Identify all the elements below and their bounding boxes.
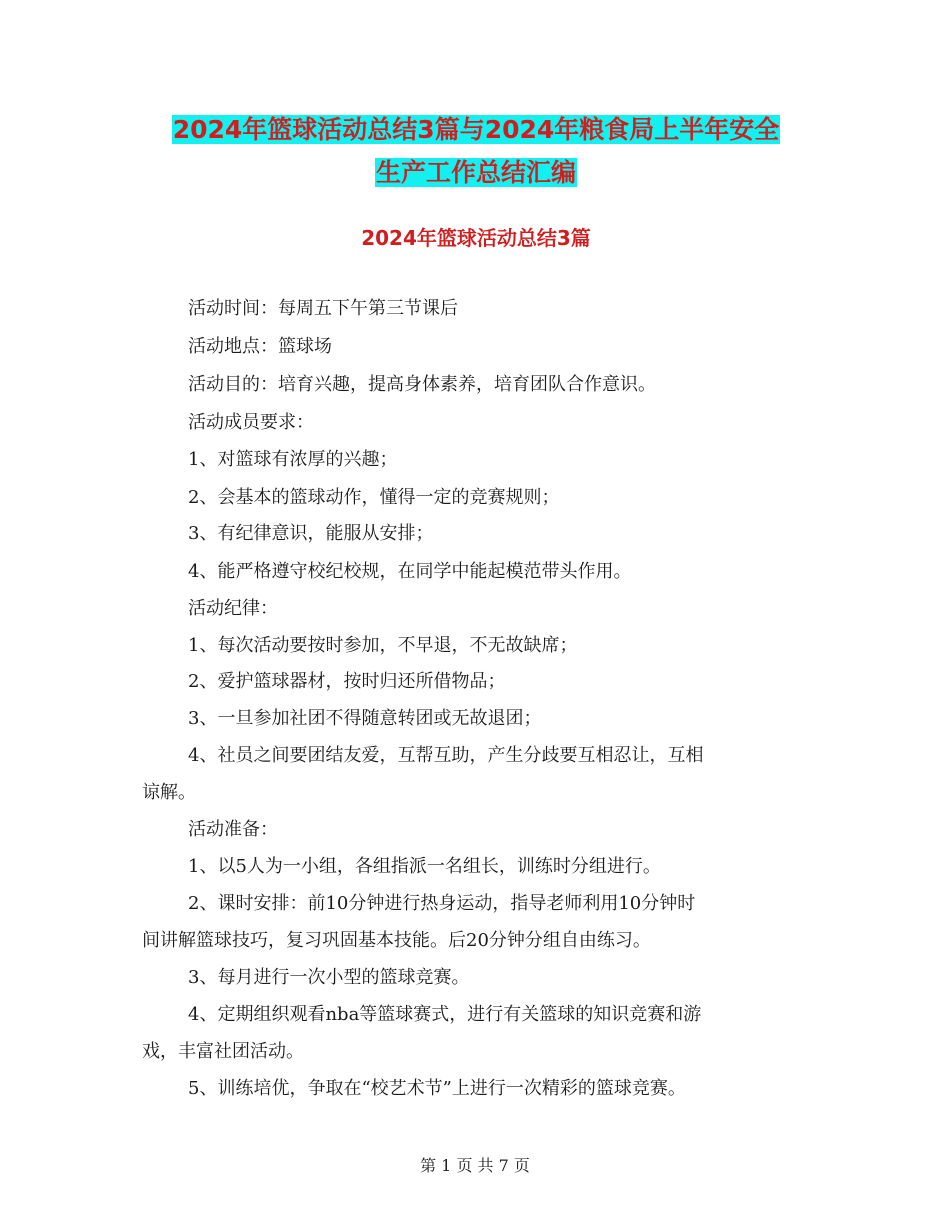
paragraph-line: 3、每月进行一次小型的篮球竞赛。 bbox=[188, 967, 470, 988]
page-number-footer: 第 1 页 共 7 页 bbox=[420, 1156, 530, 1175]
paragraph-line: 1、对篮球有浓厚的兴趣； bbox=[188, 449, 398, 470]
paragraph-line: 戏，丰富社团活动。 bbox=[142, 1041, 304, 1062]
paragraph-line: 1、每次活动要按时参加，不早退，不无故缺席； bbox=[188, 635, 578, 656]
paragraph-line: 3、有纪律意识，能服从安排； bbox=[188, 523, 434, 544]
title-highlight-2: 生产工作总结汇编 bbox=[375, 158, 576, 187]
paragraph-line: 2、爱护篮球器材，按时归还所借物品； bbox=[188, 671, 506, 692]
document-title-line-2 bbox=[142, 158, 810, 188]
paragraph-line: 活动准备： bbox=[188, 819, 278, 840]
paragraph-line: 活动时间：每周五下午第三节课后 bbox=[188, 298, 458, 319]
paragraph-line: 5、训练培优，争取在“校艺术节”上进行一次精彩的篮球竞赛。 bbox=[188, 1078, 686, 1099]
title-highlight-1: 2024年篮球活动总结3篇与2024年粮食局上半年安全 bbox=[172, 115, 780, 144]
paragraph-line: 活动纪律： bbox=[188, 598, 278, 619]
paragraph-line: 活动地点：篮球场 bbox=[188, 336, 332, 357]
paragraph-line: 活动成员要求： bbox=[188, 412, 314, 433]
paragraph-line: 4、定期组织观看nba等篮球赛式，进行有关篮球的知识竞赛和游 bbox=[188, 1004, 702, 1025]
paragraph-line: 谅解。 bbox=[142, 782, 196, 803]
paragraph-line: 活动目的：培育兴趣，提高身体素养，培育团队合作意识。 bbox=[188, 374, 656, 395]
paragraph-line: 间讲解篮球技巧，复习巩固基本技能。后20分钟分组自由练习。 bbox=[142, 930, 651, 951]
section-title: 2024年篮球活动总结3篇 bbox=[361, 226, 591, 250]
paragraph-line: 4、社员之间要团结友爱，互帮互助，产生分歧要互相忍让，互相 bbox=[188, 745, 704, 766]
paragraph-line: 4、能严格遵守校纪校规，在同学中能起模范带头作用。 bbox=[188, 561, 632, 582]
document-title-line-1 bbox=[142, 115, 810, 145]
paragraph-line: 2、会基本的篮球动作，懂得一定的竞赛规则； bbox=[188, 487, 560, 508]
paragraph-line: 1、以5人为一小组，各组指派一名组长，训练时分组进行。 bbox=[188, 856, 661, 877]
paragraph-line: 3、一旦参加社团不得随意转团或无故退团； bbox=[188, 708, 542, 729]
paragraph-line: 2、课时安排：前10分钟进行热身运动，指导老师利用10分钟时 bbox=[188, 893, 696, 914]
